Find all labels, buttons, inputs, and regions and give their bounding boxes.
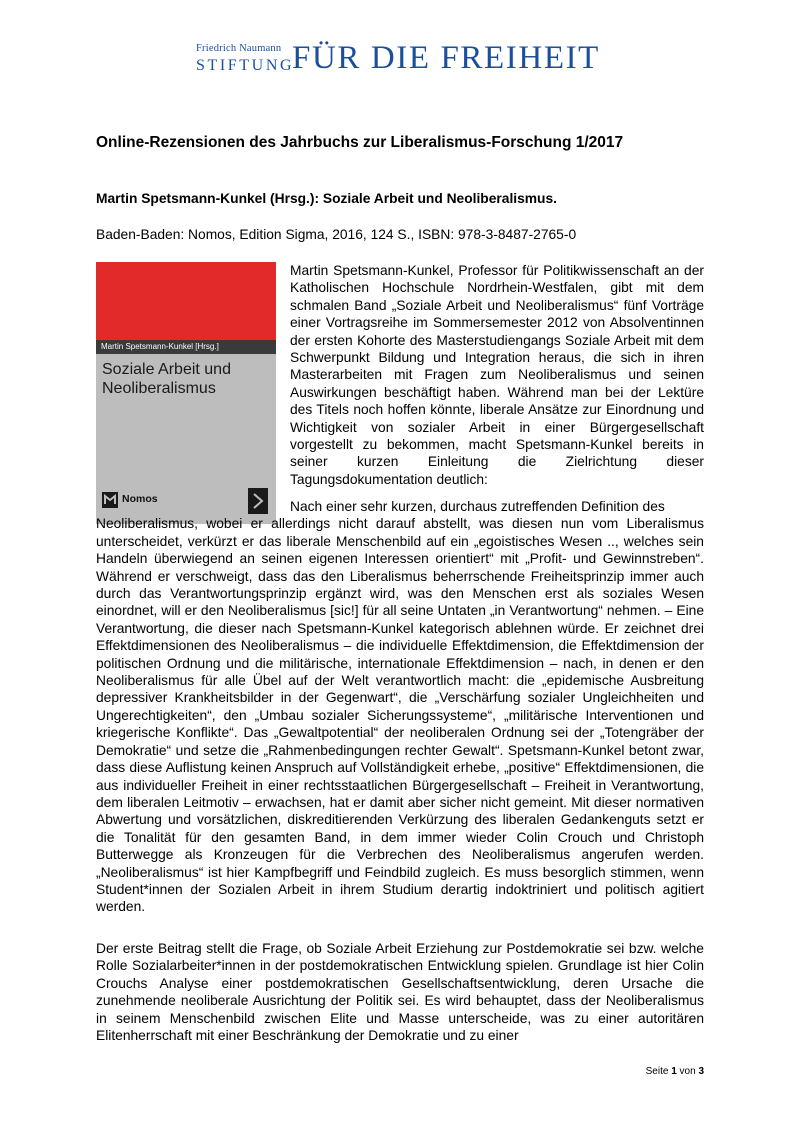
review-paragraph-2 [96,498,704,916]
logo-foundation-name [196,43,295,74]
logo-line-friedrich-naumann: Friedrich Naumann [196,43,282,54]
book-heading: Martin Spetsmann-Kunkel (Hrsg.): Soziale Arbeit und Neoliberalismus. [96,191,557,206]
cover-title-line1: Soziale Arbeit und [102,361,231,378]
footer-separator: von [679,1066,696,1077]
logo-line-stiftung: STIFTUNG [196,56,295,74]
cover-title [102,360,272,398]
footer-prefix: Seite [645,1066,669,1077]
cover-publisher: Nomos [122,493,158,505]
intro-text: Martin Spetsmann-Kunkel, Professor für Politikwissenschaft an der Katholischen Hochschule Nordrhein-Westfalen, gibt mit dem schmalen Band „Soziale Arbeit und Neoliberalismus“ fünf Vorträge einer Vortragsreihe im Sommersemester 2012 von Absolventinnen der ersten Kohorte des Masterstudiengangs Soziale Arbeit mit dem Schwerpunkt Bildung und Integration heraus, die sich in ihren Masterarbeiten mit Fragen zum Neoliberalismus und seinen Auswirkungen beschäftigt haben. Während man bei der Lektüre des Titels noch hoffen könnte, liberale Ansätze zur Einordnung und Wichtigkeit von sozialer Arbeit in einer Bürgergesellschaft vorgestellt zu bekommen, macht Spetsmann-Kunkel bereits in seiner kurzen Einleitung die Zielrichtung dieser Tagungsdokumentation deutlich: [290,263,704,487]
logo-slogan: FÜR DIE FREIHEIT [292,40,600,76]
intro-paragraph [290,262,704,488]
document-title: Online-Rezensionen des Jahrbuchs zur Liberalismus-Forschung 1/2017 [96,134,624,151]
paragraph-3-text: Der erste Beitrag stellt die Frage, ob Soziale Arbeit Erziehung zur Postdemokratie sei bzw. welche Rolle Sozialarbeiter*innen in der postdemokratischen Entwicklung spielen. Grundlage ist hier Colin Crouchs Analyse einer postdemokratischen Gesellschaftsentwicklung, deren Ursache die zunehmende neoliberale Ausrichtung der Politik sei. Es wird behauptet, dass der Neoliberalismus in seinem Menschenbild zwischen Elite und Masse unterscheide, was zu einer autoritären Elitenherrschaft mit einer Beschränkung der Demokratie und zu einer [96,941,704,1044]
footer-page-number: 1 [671,1066,677,1077]
paragraph-2-first-line: Nach einer sehr kurzen, durchaus zutreffenden Definition des [290,499,665,514]
cover-red-band [96,262,276,340]
review-paragraph-3 [96,940,704,1044]
book-bibliographic-info: Baden-Baden: Nomos, Edition Sigma, 2016, 124 S., ISBN: 978-3-8487-2765-0 [96,227,577,242]
book-cover-image [96,262,276,524]
cover-editor-bar: Martin Spetsmann-Kunkel [Hrsg.] [96,340,276,354]
cover-title-line2: Neoliberalismus [102,380,216,397]
paragraph-2-text: Neoliberalismus, wobei er allerdings nicht darauf abstellt, was diesen nun vom Liberalismus unterscheidet, verkürzt er das liberale Menschenbild auf ein „egoistisches Wesen .., welches sein Handeln überwiegend an seinen eigenen Interessen orientiert“ mit „Profit- und Gewinnstreben“. Während er verschweigt, dass das den Liberalismus beherrschende Freiheitsprinzip immer auch durch das Verantwortungsprinzip ergänzt wird, was den Menschen erst als soziales Wesen einordnet, will er den Neoliberalismus [sic!] für all seine Untaten „in Verantwortung“ nehmen. – Eine Verantwortung, die dieser nach Spetsmann-Kunkel kategorisch ablehnen würde. Er zeichnet drei Effektdimensionen des Neoliberalismus – die individuelle Effektdimension, die Effektdimension der politischen Ordnung und die militärische, internationale Effektdimension – nach, in denen er den Neoliberalismus für alle Übel auf der Welt verantwortlich macht: die „epidemische Ausbreitung depressiver Krankheitsbilder in der Gegenwart“, die „Verschärfung sozialer Ungleichheiten und Ungerechtigkeiten“, den „Umbau sozialer Sicherungssysteme“, „militärische Interventionen und kriegerische Konflikte“. Das „Gewaltpotential“ der neoliberalen Ordnung sei der „Totengräber der Demokratie“ und setze die „Rahmenbedingungen rechter Gewalt“. Spetsmann-Kunkel betont zwar, dass diese Auflistung keinen Anspruch auf Vollständigkeit erhebe, „positive“ Effektdimensionen, die aus individueller Freiheit in einer rechtsstaatlichen Bürgergesellschaft – Freiheit in Verantwortung, dem liberalen Leitmotiv – erwachsen, hat er damit aber sicher nicht gemeint. Mit dieser normativen Abwertung und vorsätzlichen, diskreditierenden Verkürzung des liberalen Gedankenguts setzt er die Tonalität für den gesamten Band, in dem immer wieder Colin Crouch und Christoph Butterwegge als Kronzeugen für die Verbrechen des Neoliberalismus angerufen werden. „Neoliberalismus“ ist hier Kampfbegriff und Feindbild zugleich. Es muss besorglich stimmen, wenn Student*innen der Sozialen Arbeit in ihrem Studium derartig indoktriniert und politisch agitiert werden. [96,516,704,915]
page-footer [646,1066,704,1077]
footer-total-pages: 3 [698,1066,704,1077]
